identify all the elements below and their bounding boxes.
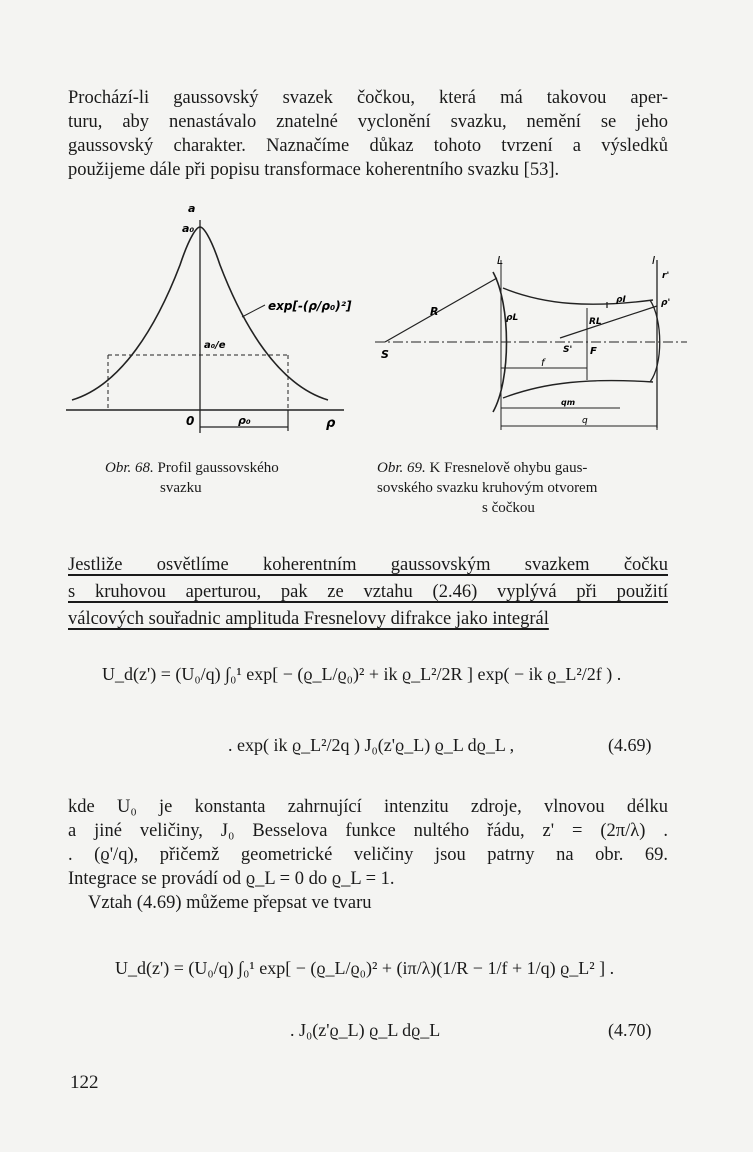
equation-text: U_d(z') = (U₀/q) ∫₀¹ exp[ − (ϱ_L/ϱ₀)² + ik ϱ_L²/2R ] exp( − ik ϱ_L²/2f ) . <box>102 664 622 684</box>
equation-text: . exp( ik ϱ_L²/2q ) J₀(z'ϱ_L) ϱ_L dϱ_L , <box>228 735 515 755</box>
equation-text: . J₀(z'ϱ_L) ϱ_L dϱ_L <box>290 1020 441 1040</box>
label-r-prime: r' <box>662 271 670 281</box>
caption-text: Profil gaussovského <box>157 460 279 476</box>
para3-line: a jiné veličiny, J₀ Besselova funkce nultého řádu, z' = (2π/λ) . <box>68 821 668 841</box>
label-rhoL: ρL <box>506 313 519 323</box>
intro-line: gaussovský charakter. Naznačíme důkaz tohoto tvrzení a výsledků <box>68 136 668 156</box>
label-f: f <box>541 358 545 369</box>
label-RL: RL <box>589 317 602 327</box>
label-a0-over-e: a₀/e <box>204 340 226 351</box>
paragraph-2 <box>68 552 668 633</box>
caption-number: Obr. 68. <box>105 460 154 476</box>
caption-text: s čočkou <box>482 500 535 516</box>
label-curve-expression: exp[-(ρ/ρ₀)²] <box>268 299 352 313</box>
intro-line: Prochází-li gaussovský svazek čočkou, která má takovou aper- <box>68 88 668 108</box>
figure-68-gaussian-profile <box>62 205 352 440</box>
para2-line: s kruhovou aperturou, pak ze vztahu (2.46) vyplývá při použití <box>68 582 668 602</box>
label-S: S <box>381 348 389 361</box>
caption-text: svazku <box>160 480 202 496</box>
figure-68-caption <box>105 458 335 498</box>
label-rho-prime: ρ' <box>661 298 671 308</box>
image-arc <box>650 300 660 382</box>
caption-number: Obr. 69. <box>377 460 426 476</box>
label-a0: a₀ <box>182 222 195 235</box>
equation-4-69-line-2 <box>228 735 514 756</box>
page-number: 122 <box>70 1072 99 1093</box>
equation-number-4-69: (4.69) <box>608 735 652 755</box>
equation-4-69-line-1 <box>102 664 662 685</box>
beam-lower <box>503 381 653 398</box>
label-F: F <box>590 346 597 357</box>
para3-line: Integrace se provádí od ϱ_L = 0 do ϱ_L = 1. <box>68 869 395 889</box>
label-I: I <box>652 254 656 267</box>
label-rho0: ρ₀ <box>238 414 251 427</box>
para3-line: kde U₀ je konstanta zahrnující intenzitu zdroje, vlnovou délku <box>68 797 668 817</box>
intro-paragraph <box>68 86 668 182</box>
equation-number-4-70: (4.70) <box>608 1020 652 1040</box>
label-q: q <box>582 416 588 426</box>
ray-to-image-point <box>560 306 657 338</box>
caption-text: sovského svazku kruhovým otvorem <box>377 480 598 496</box>
equation-4-70-line-1 <box>115 958 675 979</box>
figure-69-caption <box>377 458 677 518</box>
label-qm: qm <box>561 398 576 407</box>
para2-line: válcových souřadnic amplituda Fresnelovy difrakce jako integrál <box>68 609 549 629</box>
label-S-prime: S' <box>563 345 573 355</box>
para2-line: Jestliže osvětlíme koherentním gaussovským svazkem čočku <box>68 555 668 575</box>
label-origin: 0 <box>186 414 195 428</box>
beam-upper <box>503 288 653 304</box>
label-rho: ρ <box>326 416 336 431</box>
caption-text: K Fresnelově ohybu gaus- <box>429 460 588 476</box>
intro-line: použijeme dále při popisu transformace koherentního svazku [53]. <box>68 160 560 180</box>
label-L: L <box>497 254 504 267</box>
intro-line: turu, aby nenastávalo znatelné vyclonění svazku, nemění se jeho <box>68 112 668 132</box>
equation-text: U_d(z') = (U₀/q) ∫₀¹ exp[ − (ϱ_L/ϱ₀)² + (iπ/λ)(1/R − 1/f + 1/q) ϱ_L² ] . <box>115 958 615 978</box>
para3-line: . (ϱ'/q), přičemž geometrické veličiny jsou patrny na obr. 69. <box>68 845 668 865</box>
para3-line: Vztah (4.69) můžeme přepsat ve tvaru <box>88 893 372 913</box>
equation-4-70-line-2 <box>290 1020 440 1041</box>
label-R: R <box>430 305 439 318</box>
paragraph-3 <box>68 795 668 915</box>
label-a: a <box>188 205 196 215</box>
figure-69-fresnel-geometry <box>375 250 693 435</box>
label-rhoI: ρI <box>616 295 626 305</box>
source-ray <box>385 278 497 342</box>
